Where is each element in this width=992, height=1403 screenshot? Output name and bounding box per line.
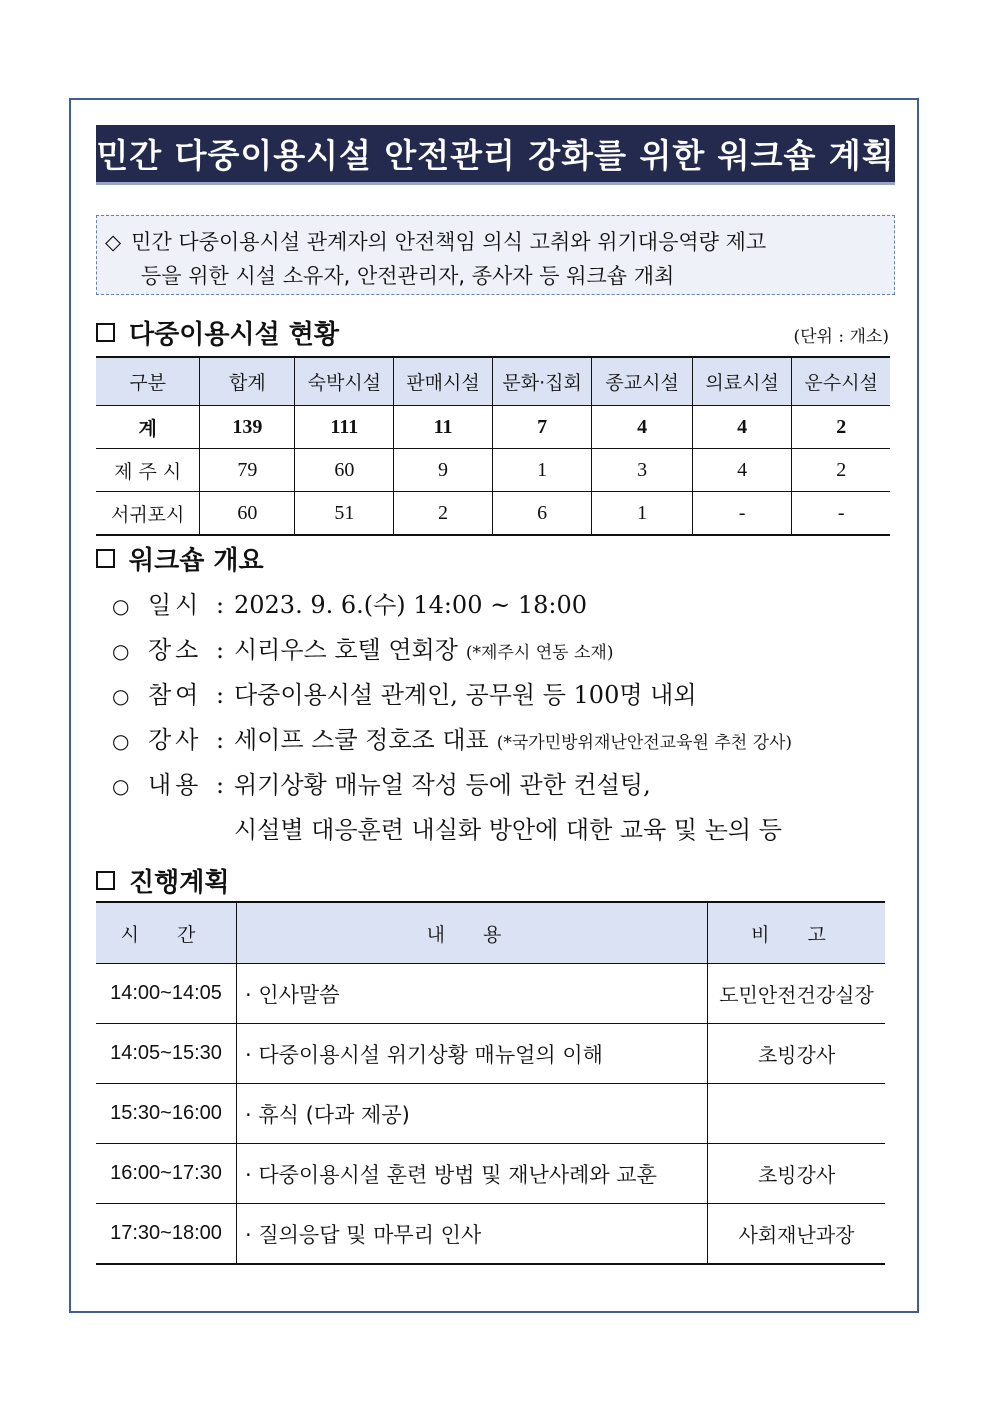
column-header: 의료시설 [692,357,792,406]
schedule-time: 14:00~14:05 [96,964,237,1024]
overview-value: 세이프 스쿨 정호조 대표 [234,726,489,754]
overview-item-date [112,585,792,630]
overview-label: 강사 [148,726,203,754]
overview-item-participants [112,675,792,720]
schedule-time: 16:00~17:30 [96,1144,237,1204]
table-cell: 계 [96,406,200,449]
section-facilities-title: 다중이용시설 현황 [129,320,339,350]
overview-label: 참여 [148,681,203,709]
table-row [96,964,885,1024]
table-cell: 60 [200,492,295,536]
summary-box [96,215,895,295]
square-bullet-icon [96,323,115,342]
table-cell: 139 [200,406,295,449]
table-header-row [96,357,890,406]
column-header: 합계 [200,357,295,406]
circle-bullet-icon: ○ [112,639,130,663]
section-facilities [96,314,339,351]
table-cell: - [792,492,890,536]
overview-item-venue [112,630,792,675]
column-header: 종교시설 [592,357,693,406]
square-bullet-icon [96,871,115,890]
circle-bullet-icon: ○ [112,729,130,753]
schedule-note: 사회재난과장 [708,1204,886,1265]
table-cell: - [692,492,792,536]
schedule-content: · 인사말씀 [237,964,708,1024]
table-cell: 7 [492,406,592,449]
document-title: 민간 다중이용시설 안전관리 강화를 위한 워크숍 계획 [96,125,895,185]
table-cell: 6 [492,492,592,536]
overview-label: 일시 [148,591,203,619]
schedule-note: 초빙강사 [708,1144,886,1204]
table-cell: 60 [295,449,394,492]
table-header-row [96,902,885,964]
schedule-time: 15:30~16:00 [96,1084,237,1144]
overview-value: 다중이용시설 관계인, 공무원 등 100명 내외 [234,681,697,709]
table-cell: 2 [792,406,890,449]
schedule-content: · 질의응답 및 마무리 인사 [237,1204,708,1265]
schedule-content: · 다중이용시설 위기상황 매뉴얼의 이해 [237,1024,708,1084]
schedule-time: 17:30~18:00 [96,1204,237,1265]
table-cell: 111 [295,406,394,449]
overview-colon: : [215,591,225,619]
table-cell: 11 [394,406,493,449]
summary-line-1 [105,225,886,259]
overview-colon: : [215,771,225,799]
square-bullet-icon [96,549,115,568]
circle-bullet-icon: ○ [112,684,130,708]
table-row [96,1144,885,1204]
table-row [96,492,890,536]
table-cell: 51 [295,492,394,536]
table-cell: 4 [692,406,792,449]
table-cell: 79 [200,449,295,492]
overview-value: 2023. 9. 6.(수) 14:00 ~ 18:00 [234,591,587,619]
circle-bullet-icon: ○ [112,594,130,618]
overview-colon: : [215,726,225,754]
table-cell: 2 [792,449,890,492]
table-cell: 1 [492,449,592,492]
table-row [96,1204,885,1265]
section-schedule-title: 진행계획 [129,868,230,898]
table-row [96,406,890,449]
table-row [96,1084,885,1144]
column-header-time: 시 간 [96,902,237,964]
column-header-note: 비 고 [708,902,886,964]
table-cell: 2 [394,492,493,536]
overview-value: 위기상황 매뉴얼 작성 등에 관한 컨설팅, [234,771,651,799]
table-cell: 4 [592,406,693,449]
column-header: 문화·집회 [492,357,592,406]
column-header: 운수시설 [792,357,890,406]
table-row [96,1024,885,1084]
schedule-content: · 휴식 (다과 제공) [237,1084,708,1144]
schedule-note: 초빙강사 [708,1024,886,1084]
table-cell: 서귀포시 [96,492,200,536]
summary-text-1: 민간 다중이용시설 관계자의 안전책임 의식 고취와 위기대응역량 제고 [131,230,767,254]
table-cell: 9 [394,449,493,492]
table-row [96,449,890,492]
diamond-bullet-icon: ◇ [105,230,122,254]
column-header: 구분 [96,357,200,406]
table-cell: 1 [592,492,693,536]
overview-note: (*국가민방위재난안전교육원 추천 강사) [496,733,793,753]
table-cell: 제 주 시 [96,449,200,492]
overview-item-content [112,765,792,810]
table-cell: 3 [592,449,693,492]
unit-label: (단위 : 개소) [793,327,889,347]
overview-note: (*제주시 연동 소재) [465,643,614,663]
overview-label: 내용 [148,771,203,799]
summary-line-2: 등을 위한 시설 소유자, 안전관리자, 종사자 등 워크숍 개최 [141,264,675,288]
overview-item-speaker [112,720,792,765]
overview-value: 시리우스 호텔 연회장 [234,636,458,664]
overview-colon: : [215,636,225,664]
facilities-table [96,356,890,536]
section-overview [96,540,264,577]
schedule-note: 도민안전건강실장 [708,964,886,1024]
circle-bullet-icon: ○ [112,774,130,798]
column-header: 숙박시설 [295,357,394,406]
schedule-note [708,1084,886,1144]
schedule-content: · 다중이용시설 훈련 방법 및 재난사례와 교훈 [237,1144,708,1204]
table-cell: 4 [692,449,792,492]
schedule-table [96,901,885,1265]
overview-list [112,585,792,855]
column-header: 판매시설 [394,357,493,406]
overview-colon: : [215,681,225,709]
overview-content-continued: 시설별 대응훈련 내실화 방안에 대한 교육 및 논의 등 [234,816,782,844]
section-schedule [96,862,229,899]
schedule-time: 14:05~15:30 [96,1024,237,1084]
section-overview-title: 워크숍 개요 [129,546,264,576]
column-header-content: 내 용 [237,902,708,964]
overview-label: 장소 [148,636,203,664]
